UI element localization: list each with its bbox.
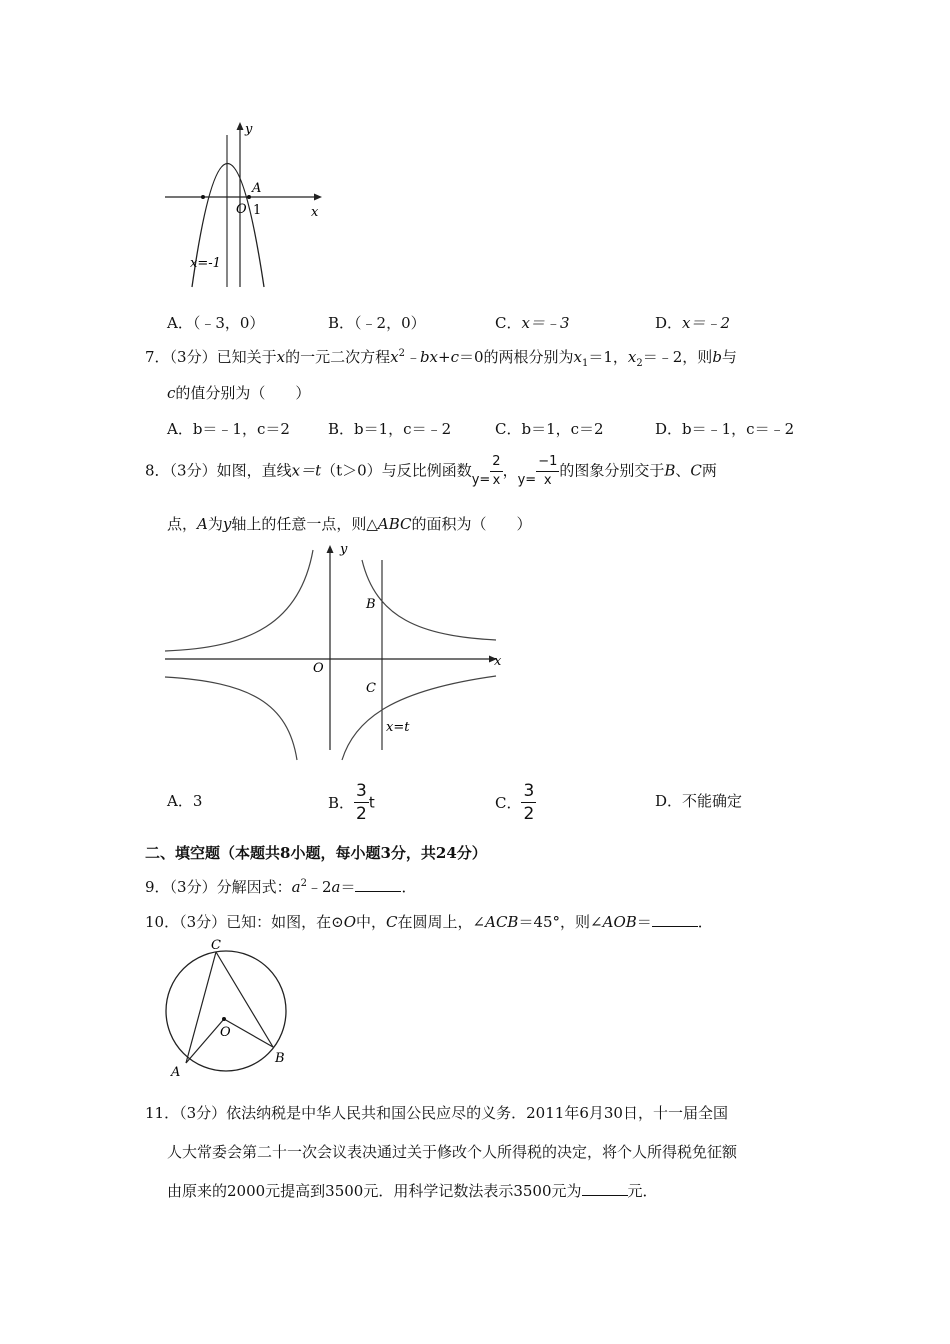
q7-x1-sub: 1 (582, 358, 589, 369)
point-B-label: B (275, 1051, 285, 1066)
q11-stem-line3 (167, 1180, 658, 1201)
q8-text: 点， (167, 515, 198, 533)
q8-text: 轴上的任意一点，则△ (231, 515, 378, 533)
q9-rest: ﹣2 (306, 878, 332, 896)
q8-option-c-label: C． (495, 794, 522, 812)
q8-text: 与反比例函数 (381, 461, 472, 480)
q8-text: 的面积为（ ） (411, 515, 532, 533)
q8-text: 如图，直线 (216, 461, 292, 480)
point-C-label: C (366, 681, 376, 696)
q9-score: （3分） (169, 878, 217, 896)
section-2-title: 二、填空题（本题共8小题，每小题3分，共24分） (145, 844, 487, 862)
q7-text: 的值分别为（ ） (175, 384, 311, 402)
radius-OB (224, 1019, 273, 1047)
q10-angle-aob: AOB (602, 913, 637, 931)
point-A-label: A (252, 181, 262, 196)
hyperbola-branch-q3 (165, 677, 297, 760)
q8-f1-den: x (492, 473, 501, 488)
q10-text: 中， (356, 913, 387, 931)
q7-score: （3分） (169, 348, 217, 366)
q8-option-b[interactable] (328, 780, 375, 825)
q8-f1-num: 2 (490, 453, 502, 472)
y-label: y (340, 542, 348, 557)
q8-pt-a: A (197, 515, 208, 533)
center-point (222, 1017, 226, 1021)
one-label: 1 (253, 203, 262, 218)
q8-pt-b: B (664, 461, 676, 480)
q7-eq-rest: ﹣bx+c (404, 348, 459, 366)
q8-option-b-den: 2 (356, 804, 367, 824)
q8-f2-lhs: y= (517, 472, 537, 488)
q7-eq-sup: 2 (398, 348, 405, 359)
q9-a: a (291, 878, 301, 896)
q10-text: 已知：如图，在⊙ (226, 913, 344, 931)
q11-text: 依法纳税是中华人民共和国公民应尽的义务．2011年6月30日，十一届全国 (226, 1104, 728, 1122)
q11-text: 由原来的2000元提高到3500元．用科学记数法表示3500元为 (167, 1182, 582, 1200)
q7-eq-x: x (390, 348, 399, 366)
q8-stem-line2 (167, 513, 532, 534)
q7-x1-val: ＝1， (588, 348, 628, 366)
q6-option-a[interactable]: A．（﹣3，0） (167, 314, 265, 332)
x-label: x (494, 654, 502, 669)
q8-option-d[interactable]: D．不能确定 (655, 792, 743, 810)
q9-text: 分解因式： (216, 878, 292, 896)
q10-pt-c: C (386, 913, 398, 931)
q8-option-c-num: 3 (523, 781, 535, 801)
q7-var-b: b (712, 348, 722, 366)
q7-eq-zero: ＝0 (458, 348, 484, 366)
q8-dun: 、 (675, 461, 691, 480)
x-label: x (311, 205, 319, 220)
q10-answer-blank[interactable] (652, 912, 698, 927)
q8-option-c-den: 2 (523, 804, 535, 824)
q8-f2-den: x (543, 473, 552, 488)
hyperbola-figure (160, 538, 510, 763)
origin-label: O (313, 661, 324, 676)
q9-sup: 2 (300, 878, 307, 889)
q8-fraction-1 (490, 453, 502, 490)
q8-f2-num: −1 (536, 453, 559, 472)
q6-option-c[interactable] (495, 312, 570, 333)
q6-option-d[interactable] (655, 312, 730, 333)
q7-stem-line1 (145, 346, 737, 367)
q7-option-d[interactable]: D．b＝﹣1，c＝﹣2 (655, 420, 795, 438)
q7-x1: x (573, 348, 582, 366)
q7-number: 7． (145, 348, 170, 366)
q8-option-c[interactable] (495, 780, 536, 825)
q11-score: （3分） (179, 1104, 227, 1122)
q10-eq: ＝ (636, 913, 652, 931)
q9-stem (145, 876, 416, 897)
q8-text: 为 (207, 515, 223, 533)
parabola-figure (160, 115, 330, 290)
origin-label: O (236, 202, 247, 217)
q6-option-d-label: D． (655, 314, 683, 332)
q7-text: 已知关于 (216, 348, 277, 366)
q7-var-x: x (276, 348, 286, 366)
q8-f1-lhs: y= (471, 472, 491, 488)
q8-fraction-2 (536, 453, 559, 490)
q9-answer-blank[interactable] (355, 877, 401, 892)
q8-option-b-suffix: t (368, 793, 375, 812)
root-point-A (247, 195, 251, 199)
q8-stem-line1 (145, 453, 717, 490)
q9-end: ． (401, 878, 417, 896)
q10-end: ． (697, 913, 713, 931)
q11-stem-line2: 人大常委会第二十一次会议表决通过关于修改个人所得税的决定，将个人所得税免征额 (167, 1143, 738, 1161)
point-B-label: B (366, 597, 376, 612)
q8-text: 两 (701, 461, 717, 480)
q11-number: 11． (145, 1104, 180, 1122)
point-O-label: O (220, 1025, 231, 1040)
q10-angle-acb: ACB (485, 913, 519, 931)
q6-option-b[interactable]: B．（﹣2，0） (328, 314, 426, 332)
q10-score: （3分） (179, 913, 227, 931)
q7-x2-sub: 2 (636, 358, 643, 369)
axis-equation-label: x=-1 (190, 256, 221, 271)
q7-text: 的一元二次方程 (285, 348, 391, 366)
q8-option-b-label: B． (328, 794, 355, 812)
q7-x2-val: ＝﹣2，则 (642, 348, 713, 366)
q10-stem (145, 911, 713, 932)
q8-cond: （t＞0） (321, 461, 382, 480)
q10-text: ＝45°，则∠ (518, 913, 603, 931)
q8-option-b-fraction (354, 780, 369, 825)
q6-option-c-label: C． (495, 314, 522, 332)
q11-answer-blank[interactable] (582, 1181, 628, 1196)
q7-option-a[interactable]: A．b＝﹣1，c＝2 (167, 420, 290, 438)
q7-x2: x (627, 348, 637, 366)
q10-circle-o: O (343, 913, 357, 931)
q8-option-c-fraction (521, 780, 536, 825)
q10-text: 在圆周上，∠ (397, 913, 486, 931)
hyperbola-branch-q2 (165, 550, 313, 651)
q8-line-eq: x＝t (291, 461, 322, 480)
q7-var-c: c (167, 384, 176, 402)
q7-stem-line2 (167, 382, 310, 403)
q11-stem-line1 (145, 1102, 728, 1123)
x-axis-arrow-icon (314, 194, 322, 201)
point-C-label: C (211, 938, 221, 953)
q8-text: 的图象分别交于 (559, 461, 665, 480)
q7-text: 的两根分别为 (483, 348, 574, 366)
q6-option-d-math: x＝﹣2 (682, 314, 731, 332)
q7-text: 与 (721, 348, 737, 366)
y-axis-arrow-icon (327, 545, 334, 553)
q8-option-a[interactable]: A．3 (167, 792, 203, 810)
q7-option-c[interactable]: C．b＝1，c＝2 (495, 420, 604, 438)
q8-var-y: y (222, 515, 232, 533)
root-point-left (201, 195, 205, 199)
q10-number: 10． (145, 913, 180, 931)
q8-number: 8． (145, 461, 170, 480)
y-label: y (245, 122, 253, 137)
q8-pt-c: C (690, 461, 702, 480)
q8-score: （3分） (169, 461, 217, 480)
circle-figure (158, 935, 298, 1080)
q8-sep: ， (502, 461, 518, 480)
q9-eq: ＝ (340, 878, 356, 896)
y-axis-arrow-icon (237, 122, 244, 130)
point-A-label: A (171, 1065, 181, 1080)
q6-option-c-math: x＝﹣3 (521, 314, 570, 332)
q8-triangle: ABC (377, 515, 412, 533)
q9-a2: a (331, 878, 341, 896)
q9-number: 9． (145, 878, 170, 896)
q8-option-b-num: 3 (356, 781, 367, 801)
q7-option-b[interactable]: B．b＝1，c＝﹣2 (328, 420, 452, 438)
line-label: x=t (386, 720, 410, 735)
q11-end: 元． (627, 1182, 658, 1200)
